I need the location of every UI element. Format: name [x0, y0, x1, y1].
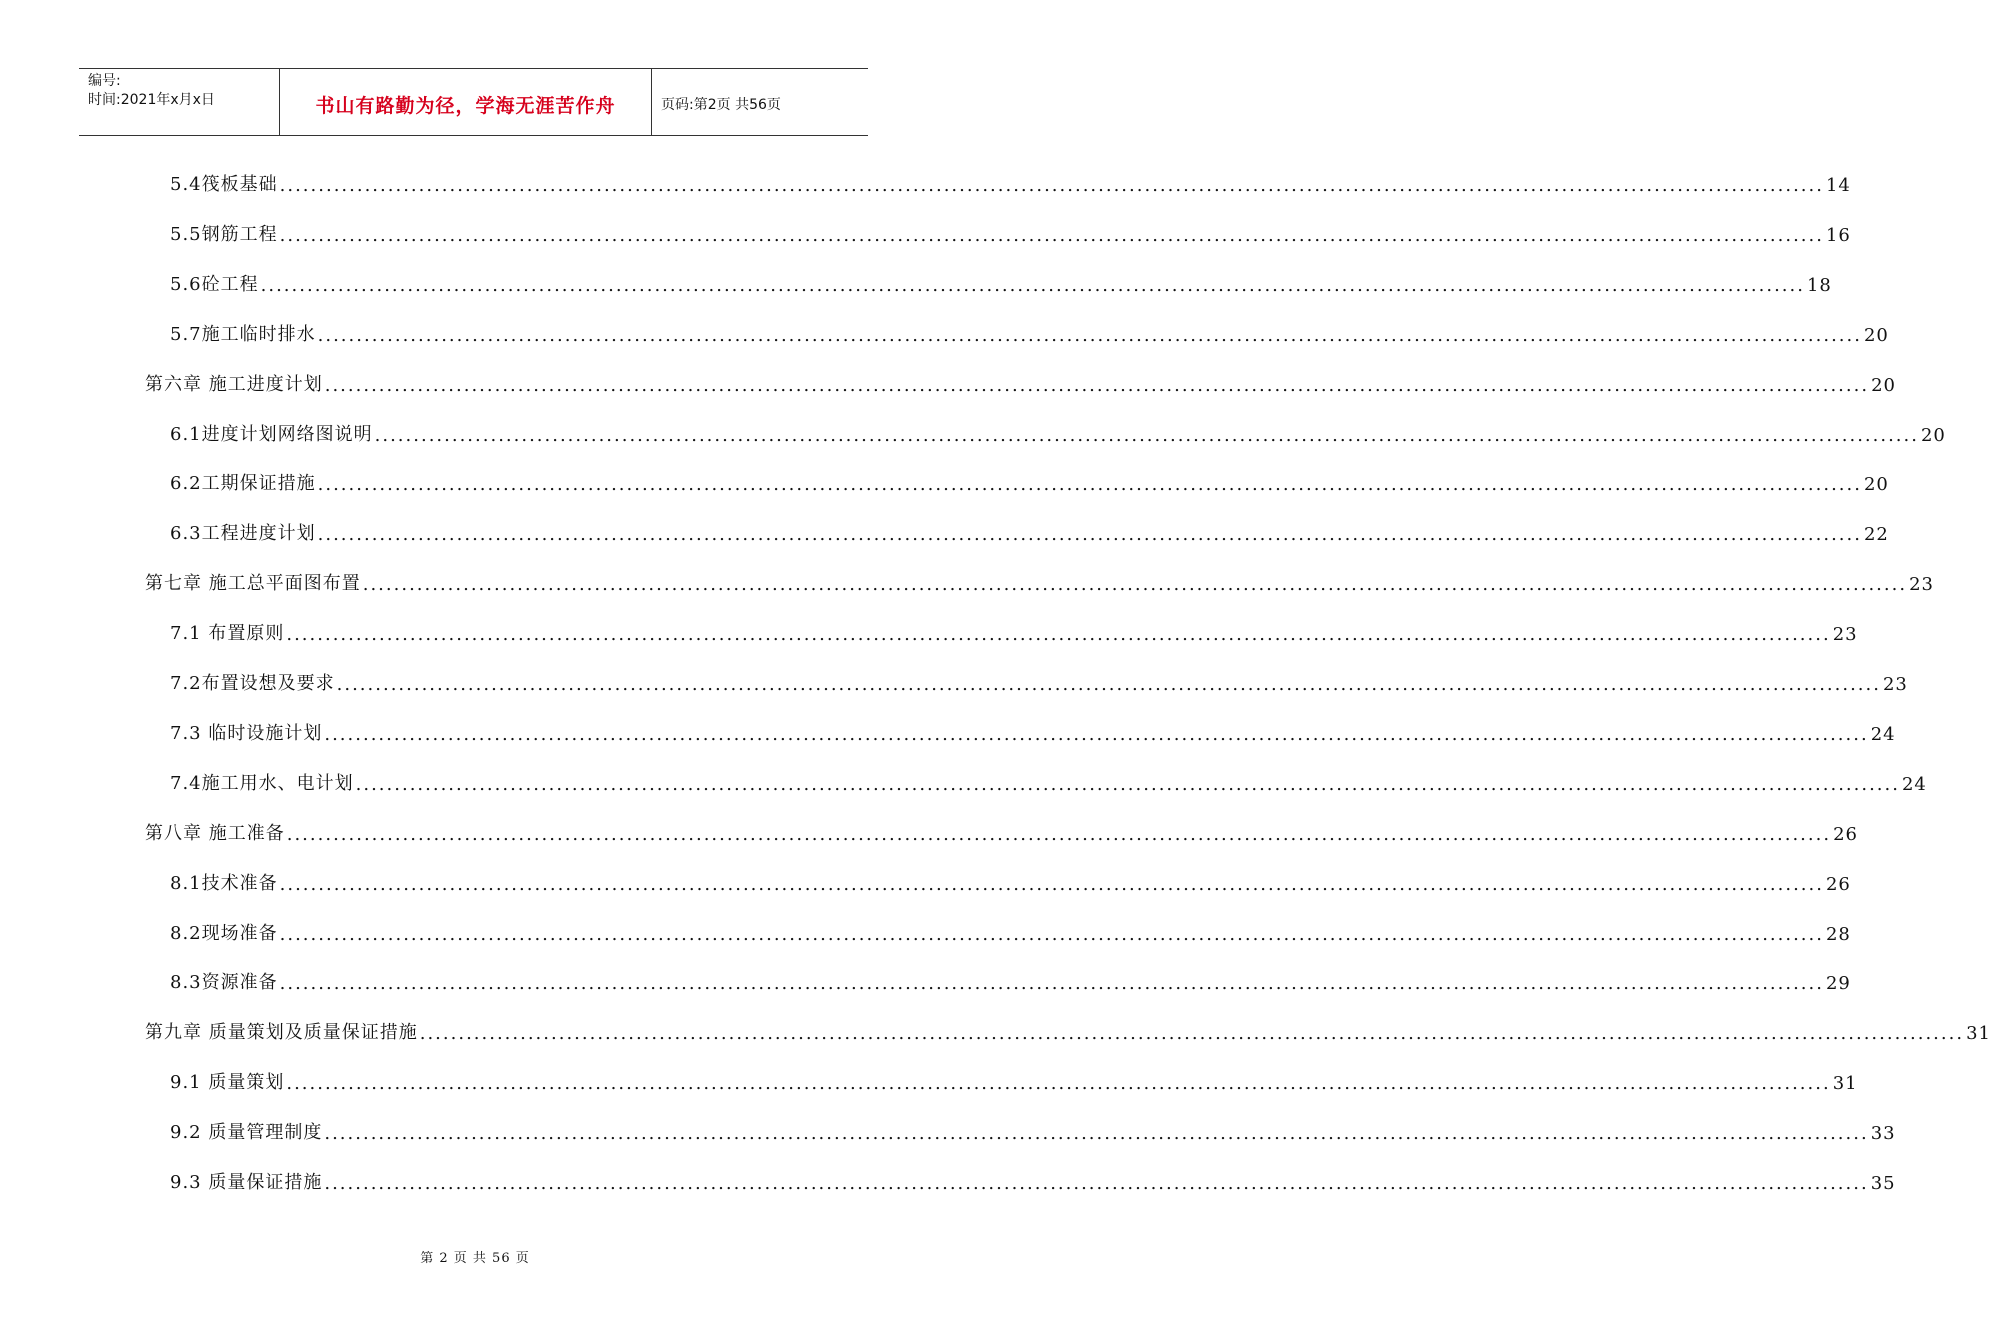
toc-entry-label: 6.2工期保证措施	[170, 473, 316, 494]
toc-entry-label: 7.1 布置原则	[170, 623, 285, 644]
toc-leader-dots: ........................................................................................................................................................................................................	[279, 874, 1824, 895]
page-footer: 第 2 页 共 56 页	[420, 1251, 530, 1266]
toc-section-entry[interactable]	[170, 865, 1851, 895]
toc-section-entry[interactable]	[170, 216, 1851, 246]
toc-leader-dots: ........................................................................................................................................................................................................	[317, 474, 1862, 495]
toc-entry-label: 第七章 施工总平面图布置	[145, 573, 361, 594]
toc-entry-label: 8.1技术准备	[170, 873, 278, 894]
toc-section-entry[interactable]	[170, 1114, 1896, 1144]
toc-entry-page-number: 18	[1806, 275, 1832, 296]
toc-leader-dots: ........................................................................................................................................................................................................	[324, 1123, 1869, 1144]
toc-chapter-entry[interactable]	[145, 366, 1896, 396]
toc-entry-page-number: 28	[1825, 924, 1851, 945]
toc-entry-label: 9.2 质量管理制度	[170, 1122, 323, 1143]
toc-entry-page-number: 23	[1882, 674, 1908, 695]
header-page-info: 页码:第2页 共56页	[661, 97, 781, 113]
toc-section-entry[interactable]	[170, 465, 1889, 495]
toc-entry-label: 7.3 临时设施计划	[170, 723, 323, 744]
toc-chapter-entry[interactable]	[145, 815, 1858, 845]
toc-leader-dots: ........................................................................................................................................................................................................	[286, 624, 1831, 645]
toc-leader-dots: ........................................................................................................................................................................................................	[324, 724, 1869, 745]
toc-entry-page-number: 16	[1825, 225, 1851, 246]
toc-entry-page-number: 22	[1863, 524, 1889, 545]
toc-leader-dots: ........................................................................................................................................................................................................	[324, 1173, 1869, 1194]
toc-chapter-entry[interactable]	[145, 565, 1934, 595]
toc-entry-label: 6.1进度计划网络图说明	[170, 424, 373, 445]
toc-entry-label: 5.5钢筋工程	[170, 224, 278, 245]
toc-entry-label: 第六章 施工进度计划	[145, 374, 323, 395]
document-time-label: 时间:2021年x月x日	[88, 92, 215, 108]
toc-entry-page-number: 33	[1870, 1123, 1896, 1144]
toc-entry-label: 5.4筏板基础	[170, 174, 278, 195]
toc-entry-page-number: 29	[1825, 973, 1851, 994]
toc-entry-label: 9.1 质量策划	[170, 1072, 285, 1093]
toc-leader-dots: ........................................................................................................................................................................................................	[324, 375, 1870, 396]
toc-section-entry[interactable]	[170, 1164, 1896, 1194]
toc-entry-page-number: 31	[1832, 1073, 1858, 1094]
document-number-label: 编号:	[88, 73, 121, 89]
toc-leader-dots: ........................................................................................................................................................................................................	[286, 824, 1832, 845]
toc-entry-label: 7.4施工用水、电计划	[170, 773, 354, 794]
toc-section-entry[interactable]	[170, 715, 1896, 745]
toc-entry-label: 5.6砼工程	[170, 274, 259, 295]
toc-entry-label: 7.2布置设想及要求	[170, 673, 335, 694]
toc-entry-page-number: 23	[1832, 624, 1858, 645]
toc-leader-dots: ........................................................................................................................................................................................................	[336, 674, 1881, 695]
toc-leader-dots: ........................................................................................................................................................................................................	[286, 1073, 1831, 1094]
toc-entry-page-number: 26	[1833, 824, 1858, 845]
toc-entry-page-number: 24	[1870, 724, 1896, 745]
toc-leader-dots: ........................................................................................................................................................................................................	[317, 524, 1862, 545]
toc-entry-page-number: 31	[1966, 1023, 1991, 1044]
toc-leader-dots: ........................................................................................................................................................................................................	[355, 774, 1900, 795]
toc-section-entry[interactable]	[170, 515, 1889, 545]
toc-entry-page-number: 20	[1863, 474, 1889, 495]
toc-entry-page-number: 20	[1920, 425, 1946, 446]
toc-leader-dots: ........................................................................................................................................................................................................	[279, 973, 1824, 994]
toc-section-entry[interactable]	[170, 765, 1927, 795]
header-motto: 书山有路勤为径，学海无涯苦作舟	[315, 94, 616, 117]
toc-entry-page-number: 23	[1909, 574, 1934, 595]
toc-entry-page-number: 35	[1870, 1173, 1896, 1194]
toc-section-entry[interactable]	[170, 266, 1832, 296]
toc-leader-dots: ........................................................................................................................................................................................................	[419, 1023, 1965, 1044]
toc-section-entry[interactable]	[170, 915, 1851, 945]
toc-leader-dots: ........................................................................................................................................................................................................	[279, 924, 1824, 945]
toc-entry-label: 8.2现场准备	[170, 923, 278, 944]
toc-entry-label: 6.3工程进度计划	[170, 523, 316, 544]
toc-entry-page-number: 20	[1871, 375, 1896, 396]
toc-section-entry[interactable]	[170, 665, 1908, 695]
toc-leader-dots: ........................................................................................................................................................................................................	[317, 325, 1862, 346]
toc-entry-label: 9.3 质量保证措施	[170, 1172, 323, 1193]
toc-leader-dots: ........................................................................................................................................................................................................	[279, 175, 1824, 196]
toc-section-entry[interactable]	[170, 416, 1946, 446]
toc-leader-dots: ........................................................................................................................................................................................................	[260, 275, 1805, 296]
toc-entry-label: 5.7施工临时排水	[170, 324, 316, 345]
toc-section-entry[interactable]	[170, 166, 1851, 196]
toc-chapter-entry[interactable]	[145, 1014, 1991, 1044]
toc-entry-label: 8.3资源准备	[170, 972, 278, 993]
toc-section-entry[interactable]	[170, 615, 1858, 645]
toc-entry-label: 第八章 施工准备	[145, 823, 285, 844]
toc-leader-dots: ........................................................................................................................................................................................................	[279, 225, 1824, 246]
toc-entry-page-number: 24	[1901, 774, 1927, 795]
toc-leader-dots: ........................................................................................................................................................................................................	[362, 574, 1908, 595]
toc-entry-page-number: 26	[1825, 874, 1851, 895]
toc-entry-page-number: 14	[1825, 175, 1851, 196]
toc-entry-label: 第九章 质量策划及质量保证措施	[145, 1022, 418, 1043]
toc-leader-dots: ........................................................................................................................................................................................................	[374, 425, 1919, 446]
toc-section-entry[interactable]	[170, 316, 1889, 346]
toc-entry-page-number: 20	[1863, 325, 1889, 346]
toc-section-entry[interactable]	[170, 1064, 1858, 1094]
toc-section-entry[interactable]	[170, 964, 1851, 994]
